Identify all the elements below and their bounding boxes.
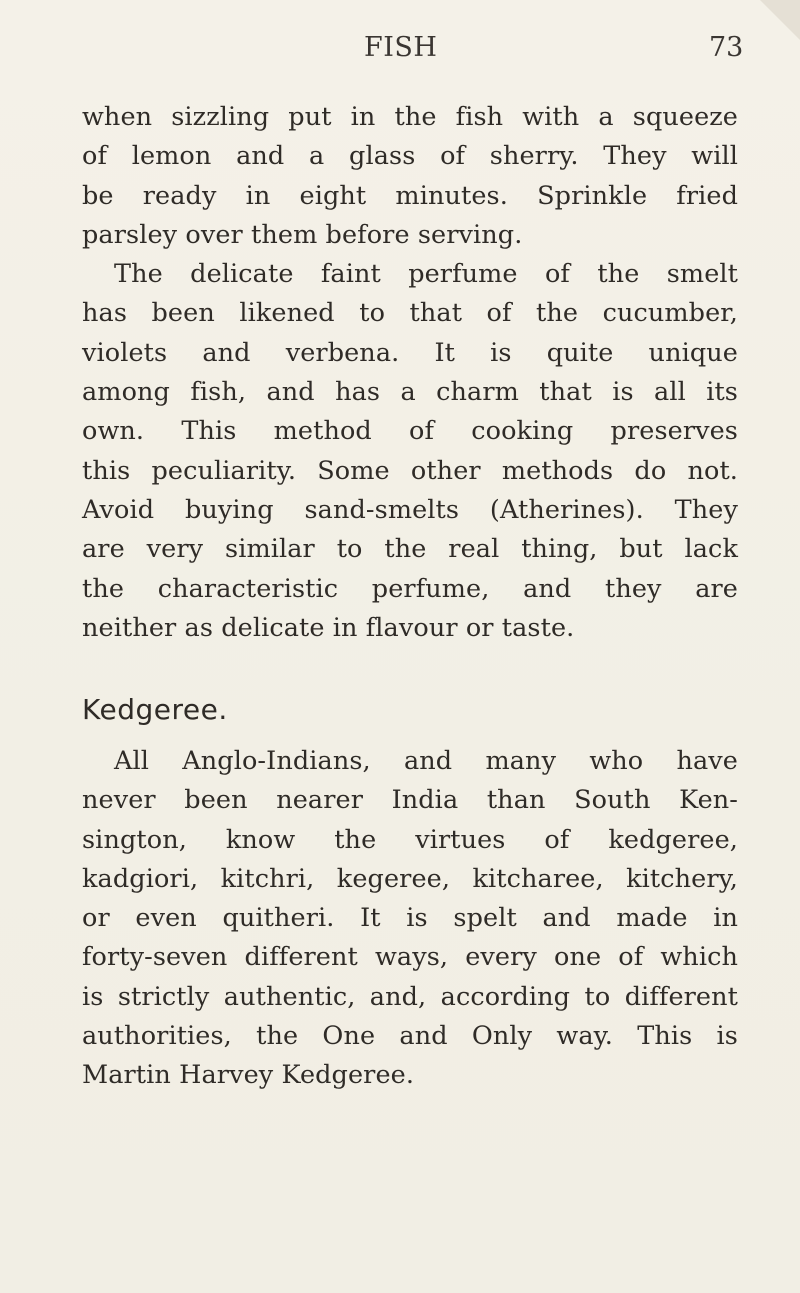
text-line: Martin Harvey Kedgeree.: [82, 1060, 415, 1091]
text-line: is strictly authentic, and, according to different: [82, 981, 738, 1012]
text-line: among fish, and has a charm that is all its: [82, 377, 738, 408]
text-line: are very similar to the real thing, but lack: [82, 534, 738, 565]
text-line: the characteristic perfume, and they are: [82, 573, 738, 604]
text-line: neither as delicate in flavour or taste.: [82, 612, 575, 643]
paragraph-block-kedgeree: [82, 742, 738, 1096]
text-line: authorities, the One and Only way. This is: [82, 1021, 738, 1052]
text-line: forty-seven different ways, every one of which: [82, 942, 738, 973]
text-line: this peculiarity. Some other methods do not.: [82, 455, 738, 486]
text-line: of lemon and a glass of sherry. They will: [82, 141, 738, 172]
text-line: own. This method of cooking preserves: [82, 416, 738, 447]
text-line: All Anglo-Indians, and many who have: [114, 746, 738, 776]
text-line: sington, know the virtues of kedgeree,: [82, 824, 738, 855]
text-line: be ready in eight minutes. Sprinkle fried: [82, 180, 738, 211]
page-number: 73: [709, 32, 744, 63]
text-line: kadgiori, kitchri, kegeree, kitcharee, kitchery,: [82, 863, 738, 894]
text-line: or even quitheri. It is spelt and made in: [82, 903, 738, 934]
text-line: Avoid buying sand-smelts (Atherines). They: [82, 494, 738, 525]
running-title: FISH: [364, 32, 438, 63]
section-heading: Kedgeree.: [82, 693, 228, 726]
text-line: never been nearer India than South Ken-: [82, 785, 738, 816]
paragraph-block-smelt: [82, 98, 738, 648]
text-line: violets and verbena. It is quite unique: [82, 337, 738, 368]
running-head: [0, 30, 800, 70]
text-line: has been likened to that of the cucumber,: [82, 298, 738, 329]
text-line: parsley over them before serving.: [82, 219, 523, 250]
text-line: when sizzling put in the fish with a squeeze: [82, 102, 738, 132]
text-line: The delicate faint perfume of the smelt: [114, 259, 738, 290]
